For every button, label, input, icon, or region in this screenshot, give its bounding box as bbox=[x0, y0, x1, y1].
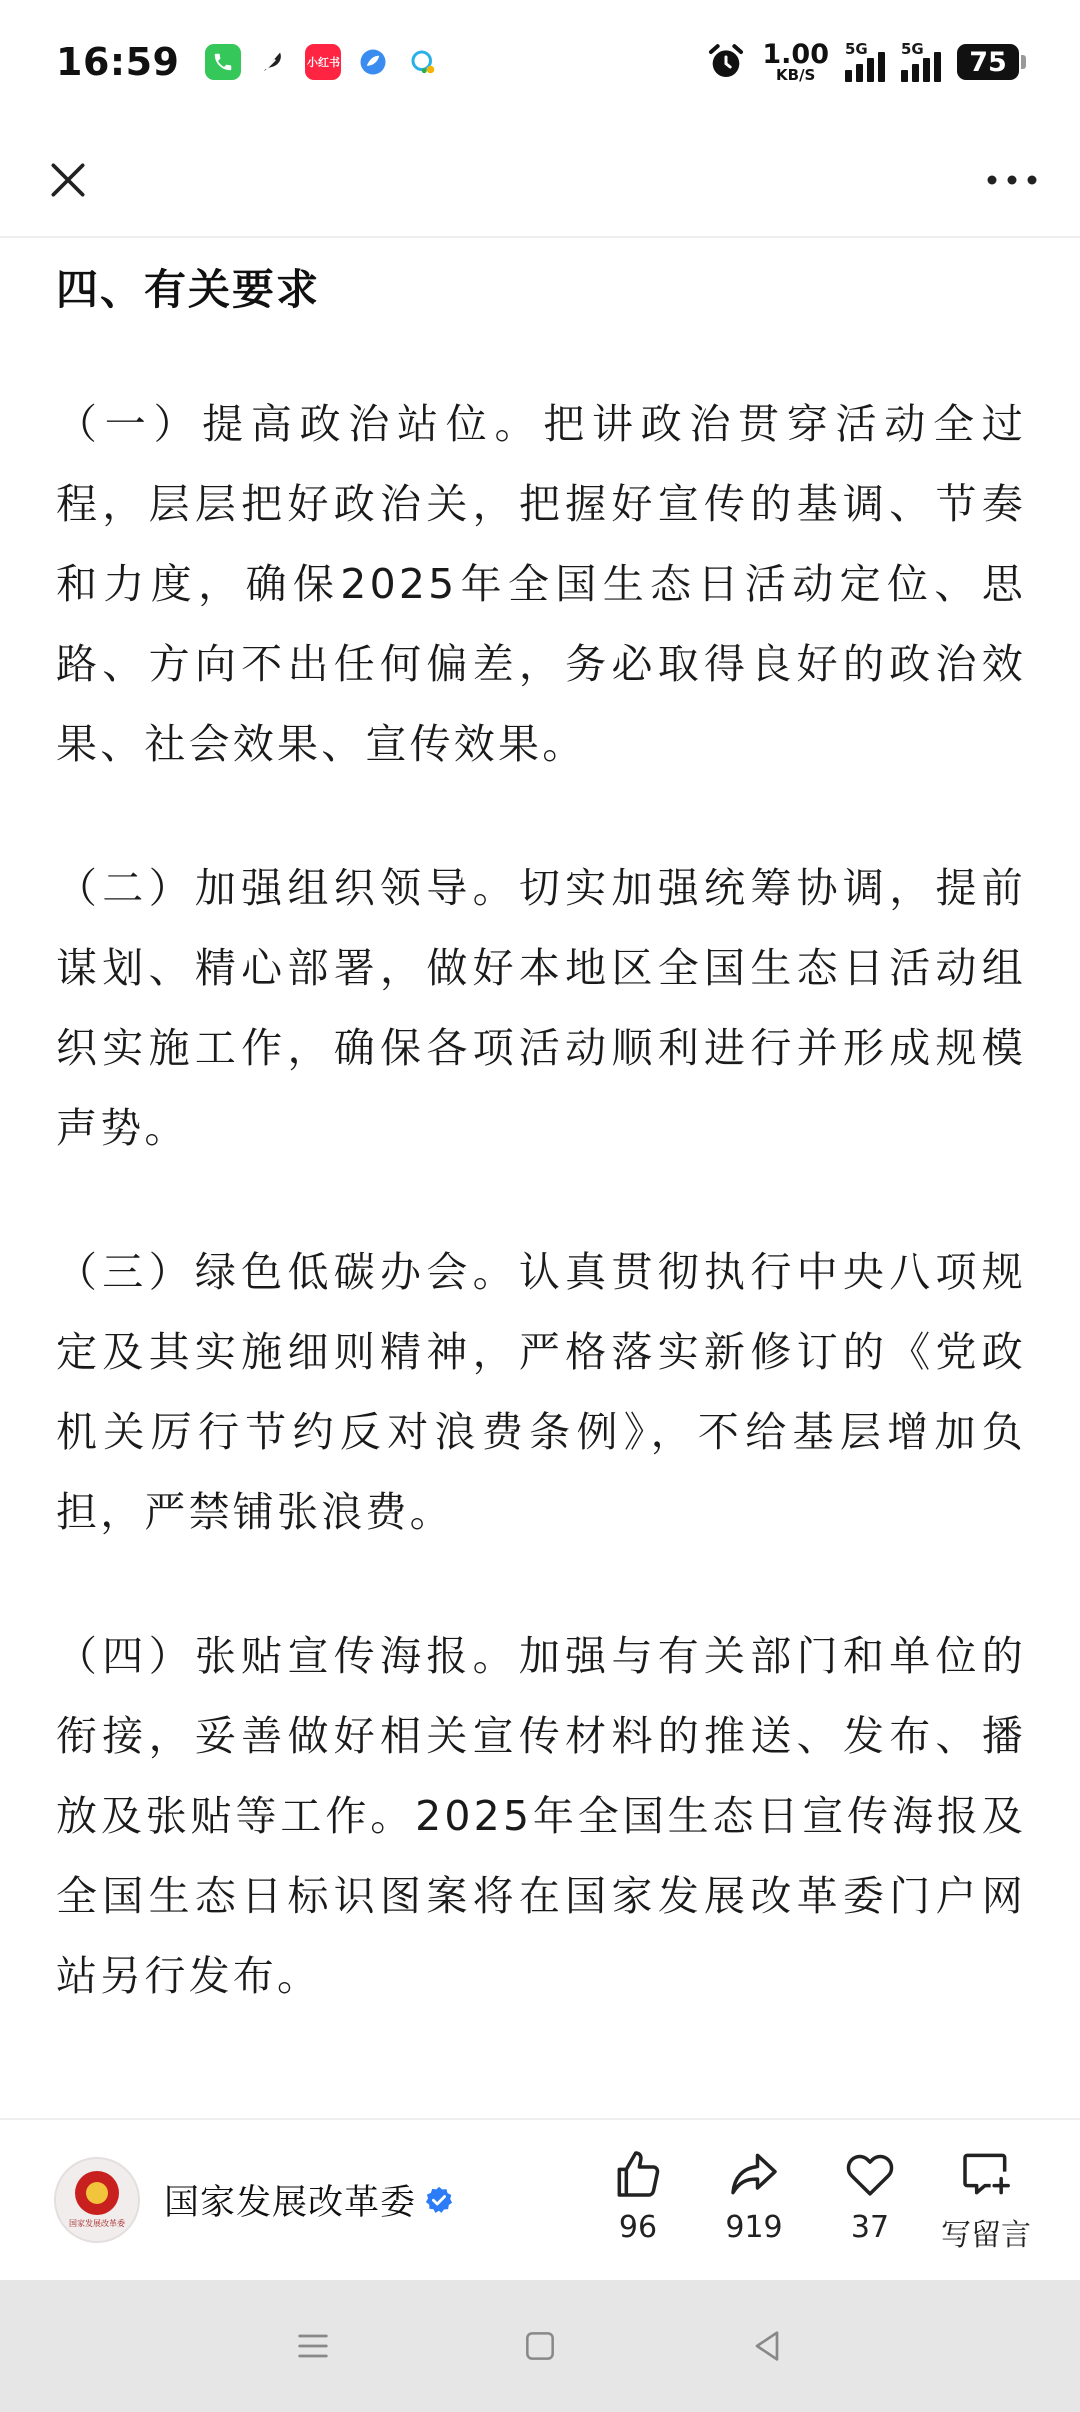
back-triangle-icon bbox=[747, 2326, 787, 2366]
thumbs-up-icon bbox=[610, 2146, 666, 2202]
close-button[interactable] bbox=[36, 148, 100, 212]
like-count: 96 bbox=[618, 2210, 658, 2245]
menu-icon bbox=[293, 2326, 333, 2366]
network-speed-unit: KB/S bbox=[776, 66, 816, 84]
article-content bbox=[56, 250, 1026, 2016]
comment-icon bbox=[958, 2146, 1014, 2202]
battery-icon bbox=[957, 44, 1026, 80]
national-emblem-icon bbox=[75, 2171, 119, 2215]
more-options-button[interactable] bbox=[980, 148, 1044, 212]
menu-nav-button[interactable] bbox=[283, 2316, 343, 2376]
status-time: 16:59 bbox=[56, 40, 180, 84]
write-comment-button[interactable] bbox=[928, 2146, 1044, 2254]
article-paragraph-1: （一）提高政治站位。把讲政治贯穿活动全过程，层层把好政治关，把握好宣传的基调、节奏和力度，确保2025年全国生态日活动定位、思路、方向不出任何偏差，务必取得良好的政治效果、社会效果、宣传效果。 bbox=[56, 400, 1026, 768]
like-button[interactable] bbox=[580, 2146, 696, 2245]
top-nav bbox=[0, 124, 1080, 238]
status-indicators bbox=[706, 41, 1026, 83]
alarm-icon bbox=[706, 42, 746, 82]
share-count: 919 bbox=[725, 2210, 783, 2245]
chat-app-icon bbox=[405, 44, 441, 80]
back-nav-button[interactable] bbox=[737, 2316, 797, 2376]
verified-badge-icon bbox=[424, 2185, 454, 2215]
avatar-caption: 国家发展改革委 bbox=[69, 2219, 125, 2228]
network-speed bbox=[762, 41, 829, 83]
signal-2-icon bbox=[901, 42, 941, 82]
share-button[interactable] bbox=[696, 2146, 812, 2245]
blue-app-icon bbox=[355, 44, 391, 80]
status-bar bbox=[0, 0, 1080, 124]
heart-icon bbox=[842, 2146, 898, 2202]
home-nav-button[interactable] bbox=[510, 2316, 570, 2376]
xiaohongshu-app-icon: 小红书 bbox=[305, 44, 341, 80]
phone-app-icon bbox=[205, 44, 241, 80]
signal-1-icon bbox=[845, 42, 885, 82]
feather-app-icon bbox=[255, 44, 291, 80]
article-paragraph-3: （三）绿色低碳办会。认真贯彻执行中央八项规定及其实施细则精神，严格落实新修订的《党政机关厉行节约反对浪费条例》，不给基层增加负担，严禁铺张浪费。 bbox=[56, 1248, 1026, 1536]
network-speed-value: 1.00 bbox=[762, 39, 829, 70]
article-action-bar bbox=[0, 2118, 1080, 2280]
signal-2-label: 5G bbox=[901, 40, 924, 58]
account-name[interactable]: 国家发展改革委 bbox=[164, 2183, 417, 2223]
battery-level: 75 bbox=[957, 44, 1019, 80]
article-paragraph-4: （四）张贴宣传海报。加强与有关部门和单位的衔接，妥善做好相关宣传材料的推送、发布、播放及张贴等工作。2025年全国生态日宣传海报及全国生态日标识图案将在国家发展改革委门户网站另行发布。 bbox=[56, 1632, 1026, 2000]
favorite-count: 37 bbox=[850, 2210, 890, 2245]
section-title: 四、有关要求 bbox=[56, 265, 321, 314]
article-paragraph-2: （二）加强组织领导。切实加强统筹协调，提前谋划、精心部署，做好本地区全国生态日活动组织实施工作，确保各项活动顺利进行并形成规模声势。 bbox=[56, 864, 1026, 1152]
share-arrow-icon bbox=[726, 2146, 782, 2202]
home-square-icon bbox=[521, 2327, 559, 2365]
status-app-icons bbox=[205, 44, 441, 80]
signal-1-label: 5G bbox=[845, 40, 868, 58]
write-comment-label: 写留言 bbox=[941, 2218, 1031, 2253]
engagement-actions bbox=[580, 2146, 1044, 2254]
account-avatar[interactable] bbox=[54, 2157, 140, 2243]
system-nav-bar bbox=[0, 2280, 1080, 2412]
favorite-button[interactable] bbox=[812, 2146, 928, 2245]
more-icon bbox=[986, 172, 1038, 188]
close-icon bbox=[46, 158, 90, 202]
